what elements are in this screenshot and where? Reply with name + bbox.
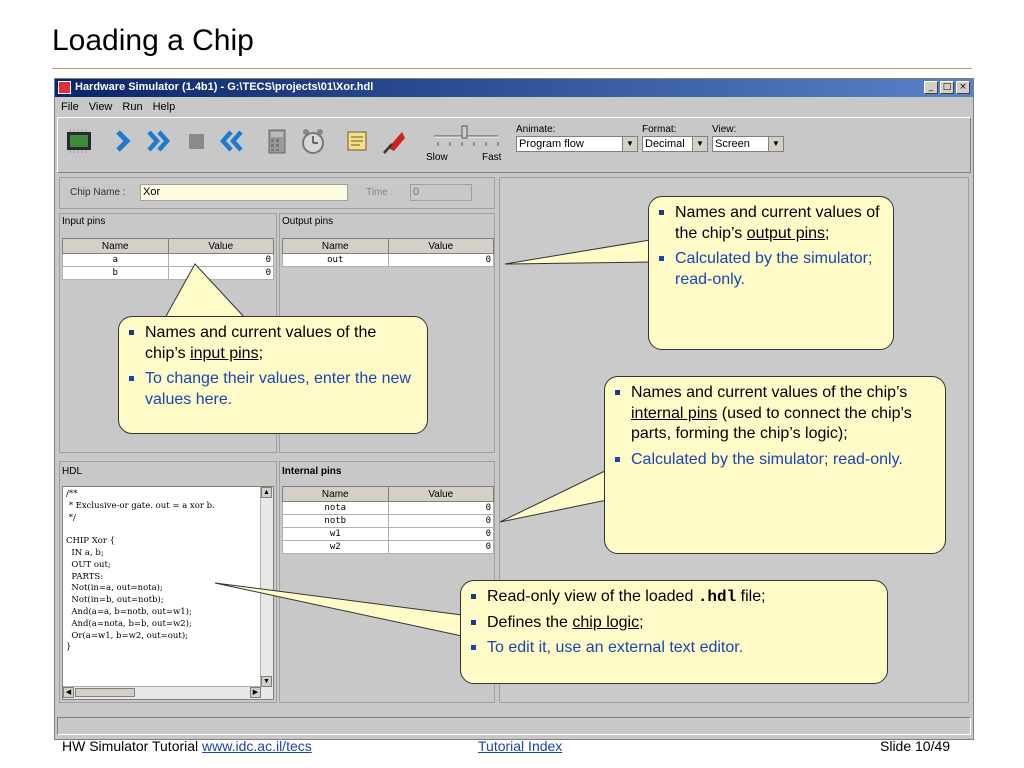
animate-group [516, 124, 638, 152]
app-icon [58, 81, 71, 94]
calculator-icon[interactable] [262, 126, 292, 156]
hdl-code: /** * Exclusive-or gate. out = a xor b. */ CHIP Xor { IN a, b; OUT out; PARTS: Not(in=a, out=nota); Not(in=b, out=notb); And(a=a, b=notb, out=w1); And(a=nota, b=b, out=w2); Or(a=w1, b=w2, out=out); } [66, 489, 215, 653]
pin-name: nota [283, 502, 389, 515]
callout-bullet [129, 323, 417, 364]
scroll-thumb[interactable] [75, 688, 135, 697]
callout-text: Defines the [487, 613, 568, 631]
callout-text: (used to connect the chip’s parts, forming the chip’s logic); [631, 404, 912, 442]
stop-icon[interactable] [182, 126, 212, 156]
internal-pins-table [282, 486, 494, 554]
scroll-right-icon[interactable]: ▶ [250, 687, 261, 698]
pin-value[interactable]: 0 [168, 254, 274, 267]
menu-run[interactable]: Run [122, 101, 143, 113]
input-pins-title: Input pins [62, 216, 106, 227]
animate-select[interactable] [516, 136, 638, 152]
load-chip-icon[interactable] [64, 126, 94, 156]
time-field: 0 [410, 184, 472, 201]
speed-slider-track[interactable] [424, 124, 506, 150]
maximize-button[interactable]: □ [940, 81, 954, 94]
slider-fast-label: Fast [482, 152, 502, 163]
single-step-icon[interactable] [108, 126, 138, 156]
menu-file[interactable]: File [61, 101, 79, 113]
slider-slow-label: Slow [426, 152, 448, 163]
output-pins-callout [648, 196, 894, 350]
callout-underlined-term: chip logic; [572, 613, 644, 631]
chip-name-field[interactable]: Xor [140, 184, 348, 201]
scroll-up-icon[interactable]: ▲ [261, 487, 272, 498]
pin-value: 0 [388, 254, 494, 267]
internal-pins-callout [604, 376, 946, 554]
pin-name: notb [283, 515, 389, 528]
table-row[interactable] [63, 267, 274, 280]
callout-underlined-term: output pins; [746, 224, 830, 242]
callout-bullet [659, 203, 883, 244]
internal-col-name: Name [283, 487, 389, 502]
pin-name: a [63, 254, 169, 267]
menu-view[interactable]: View [88, 101, 113, 113]
internal-pins-title: Internal pins [282, 466, 342, 477]
footer-center [478, 738, 562, 754]
view-label: View: [712, 124, 737, 135]
output-pins-table [282, 238, 494, 267]
input-pins-callout [118, 316, 428, 434]
internal-col-value: Value [388, 487, 494, 502]
bullet-icon [471, 620, 476, 625]
callout-bullet [471, 613, 877, 634]
callout-text: Calculated by the simulator; read-only. [675, 250, 873, 288]
format-value: Decimal [645, 138, 685, 150]
footer-left [62, 738, 312, 754]
callout-bullet [129, 369, 417, 410]
pin-value: 0 [388, 541, 494, 554]
output-pins-title: Output pins [282, 216, 334, 227]
pin-value: 0 [388, 502, 494, 515]
window-titlebar[interactable] [55, 79, 973, 97]
script-icon[interactable] [342, 126, 372, 156]
output-col-value: Value [388, 239, 494, 254]
animate-label: Animate: [516, 124, 556, 135]
bullet-icon [129, 376, 134, 381]
chip-name-label: Chip Name : [70, 187, 126, 198]
hdl-callout [460, 580, 888, 684]
view-value: Screen [715, 138, 750, 150]
callout-text: Names and current values of the chip’s [675, 204, 880, 242]
footer-text: HW Simulator Tutorial [62, 738, 199, 754]
callout-text: Names and current values of the chip’s [631, 384, 908, 401]
bullet-icon [615, 457, 620, 462]
callout-text: Calculated by the simulator; read-only. [631, 450, 903, 468]
callout-text: file; [740, 588, 766, 605]
clock-icon[interactable] [298, 126, 328, 156]
dropdown-arrow-icon[interactable]: ▼ [692, 137, 707, 151]
pin-name: w2 [283, 541, 389, 554]
pin-name: out [283, 254, 389, 267]
bullet-icon [471, 594, 476, 599]
dropdown-arrow-icon[interactable]: ▼ [768, 137, 783, 151]
input-pins-table [62, 238, 274, 280]
dropdown-arrow-icon[interactable]: ▼ [622, 137, 637, 151]
table-row[interactable] [63, 254, 274, 267]
callout-bullet [471, 638, 877, 659]
breakpoint-icon[interactable] [378, 126, 408, 156]
bullet-icon [659, 210, 664, 215]
scroll-left-icon[interactable]: ◀ [63, 687, 74, 698]
pin-name: b [63, 267, 169, 280]
callout-bullet [615, 383, 935, 445]
slide-number: Slide 10/49 [880, 738, 951, 754]
callout-bullet [615, 450, 935, 471]
callout-text: To edit it, use an external text editor. [487, 639, 744, 656]
horizontal-scrollbar[interactable] [63, 686, 261, 699]
callout-bullet [471, 587, 877, 608]
tutorial-index-link[interactable]: Tutorial Index [478, 738, 563, 754]
view-group [712, 124, 784, 152]
reset-icon[interactable] [216, 126, 246, 156]
speed-slider[interactable] [424, 124, 506, 168]
toolbar [57, 117, 971, 173]
bullet-icon [615, 390, 620, 395]
bullet-icon [471, 645, 476, 650]
scroll-down-icon[interactable]: ▼ [261, 676, 272, 687]
table-row [283, 541, 494, 554]
footer-website-link[interactable]: www.idc.ac.il/tecs [202, 738, 312, 754]
pin-value[interactable]: 0 [168, 267, 274, 280]
table-row [283, 528, 494, 541]
table-row[interactable] [283, 254, 494, 267]
run-icon[interactable] [144, 126, 174, 156]
output-col-name: Name [283, 239, 389, 254]
time-label: Time : [366, 187, 394, 198]
minimize-button[interactable]: _ [924, 81, 938, 94]
hdl-code-view[interactable] [62, 486, 274, 700]
bullet-icon [129, 330, 134, 335]
pin-value: 0 [388, 515, 494, 528]
format-select[interactable] [642, 136, 708, 152]
table-row [283, 502, 494, 515]
title-rule [52, 68, 972, 69]
vertical-scrollbar[interactable] [260, 487, 273, 699]
callout-underlined-term: internal pins [631, 404, 718, 422]
slide-title: Loading a Chip [52, 24, 254, 57]
close-button[interactable]: × [956, 81, 970, 94]
window-title: Hardware Simulator (1.4b1) - G:\TECS\projects\01\Xor.hdl [75, 81, 374, 93]
pin-value: 0 [388, 528, 494, 541]
input-col-name: Name [63, 239, 169, 254]
pin-name: w1 [283, 528, 389, 541]
format-group [642, 124, 708, 152]
view-select[interactable] [712, 136, 784, 152]
callout-text: Names and current values of the chip’s [145, 324, 377, 362]
hdl-panel [59, 461, 277, 703]
callout-code: .hdl [697, 588, 737, 606]
chip-name-panel [59, 177, 495, 209]
menu-bar [55, 98, 175, 116]
animate-value: Program flow [519, 138, 584, 150]
menu-help[interactable]: Help [152, 101, 176, 113]
input-col-value: Value [168, 239, 274, 254]
bullet-icon [659, 256, 664, 261]
callout-underlined-term: input pins; [190, 344, 264, 362]
callout-text: To change their values, enter the new values here. [145, 370, 411, 408]
callout-bullet [659, 249, 883, 290]
status-bar [57, 717, 971, 735]
format-label: Format: [642, 124, 677, 135]
table-row [283, 515, 494, 528]
hdl-title: HDL [62, 466, 83, 477]
callout-text: Read-only view of the loaded [487, 588, 694, 605]
